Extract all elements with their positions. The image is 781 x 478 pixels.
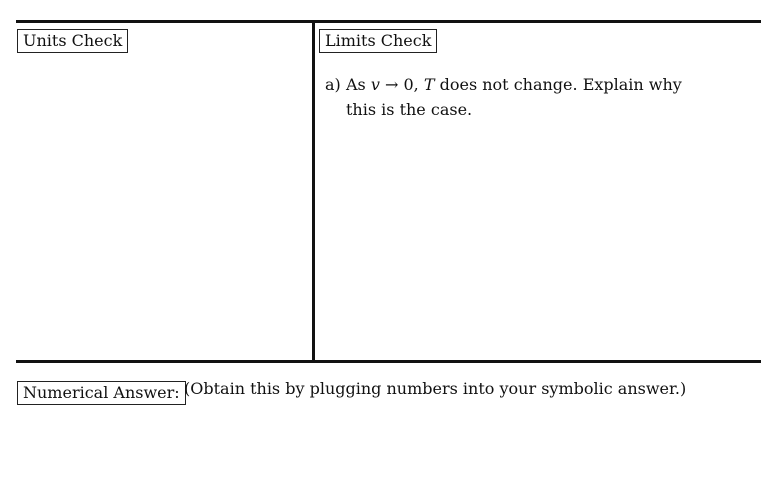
limits-check-question <box>325 72 705 122</box>
limits-question-line-1 <box>325 72 705 97</box>
velocity-variable: v <box>370 75 380 94</box>
tension-variable: T <box>423 75 435 94</box>
units-check-label: Units Check <box>17 29 128 53</box>
question-text-line-2: this is the case. <box>346 100 473 119</box>
question-text-line-1: does not change. Explain why <box>434 75 682 94</box>
numerical-answer-note: (Obtain this by plugging numbers into your symbolic answer.) <box>184 379 687 398</box>
limits-check-label: Limits Check <box>319 29 437 53</box>
limit-arrow-zero: → 0, <box>379 75 424 94</box>
column-divider <box>312 20 315 363</box>
question-marker: a) <box>325 75 341 94</box>
numerical-answer-label: Numerical Answer: <box>17 381 186 405</box>
bottom-divider <box>16 360 761 363</box>
top-divider <box>16 20 761 23</box>
question-as: As <box>346 75 366 94</box>
